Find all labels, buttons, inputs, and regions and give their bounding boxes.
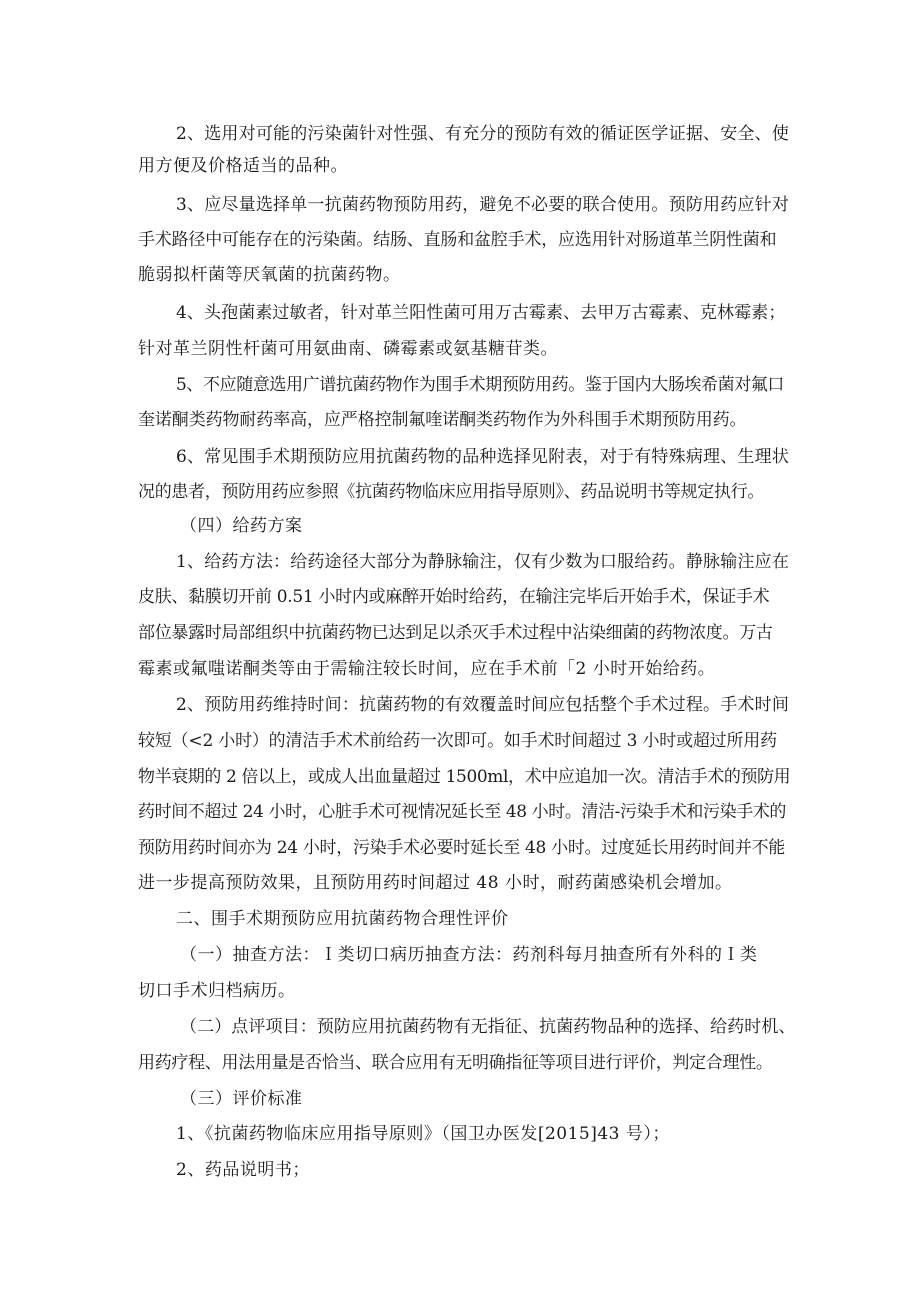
section-heading: （三）评价标准 <box>180 1089 303 1109</box>
text-line: （一）抽查方法：Ｉ类切口病历抽查方法：药剂科每月抽查所有外科的Ｉ类 <box>180 945 758 965</box>
text-line: 3、应尽量选择单一抗菌药物预防用药，避免不必要的联合使用。预防用药应针对 <box>176 195 790 215</box>
text-line: 针对革兰阴性杆菌可用氨曲南、磷霉素或氨基糖苷类。 <box>138 339 558 359</box>
text-line: 1、《抗菌药物临床应用指导原则》（国卫办医发[2015]43 号）； <box>176 1124 670 1144</box>
text-line: 手术路径中可能存在的污染菌。结肠、直肠和盆腔手术，应选用针对肠道革兰阴性菌和 <box>138 230 777 250</box>
text-line: 物半衰期的 2 倍以上，或成人出血量超过 1500ml，术中应追加一次。清洁手术的预防用 <box>138 767 791 787</box>
text-line: 4、头孢菌素过敏者，针对革兰阳性菌可用万古霉素、去甲万古霉素、克林霉素； <box>176 303 786 323</box>
text-line: 药时间不超过 24 小时，心脏手术可视情况延长至 48 小时。清洁-污染手术和污染手术的 <box>138 802 787 822</box>
text-line: 进一步提高预防效果，且预防用药时间超过 48 小时，耐药菌感染机会增加。 <box>138 873 733 893</box>
text-line: 预防用药时间亦为 24 小时，污染手术必要时延长至 48 小时。过度延长用药时间并不能 <box>138 838 785 858</box>
text-line: 切口手术归档病历。 <box>138 981 296 1001</box>
text-line: 皮肤、黏膜切开前 0.51 小时内或麻醉开始时给药，在输注完毕后开始手术，保证手术 <box>138 587 770 607</box>
text-line: 部位暴露时局部组织中抗菌药物已达到足以杀灭手术过程中沾染细菌的药物浓度。万古 <box>138 623 773 643</box>
section-heading: 二、围手术期预防应用抗菌药物合理性评价 <box>176 909 509 929</box>
text-line: 5、不应随意选用广谱抗菌药物作为围手术期预防用药。鉴于国内大肠埃希菌对氟口 <box>176 375 785 395</box>
text-line: 2、药品说明书； <box>176 1160 310 1180</box>
text-line: 用方便及价格适当的品种。 <box>138 156 348 176</box>
text-line: 2、预防用药维持时间：抗菌药物的有效覆盖时间应包括整个手术过程。手术时间 <box>176 695 790 715</box>
text-line: 2、选用对可能的污染菌针对性强、有充分的预防有效的循证医学证据、安全、使 <box>176 124 790 144</box>
text-line: 用药疗程、用法用量是否恰当、联合应用有无明确指征等项目进行评价，判定合理性。 <box>138 1053 773 1073</box>
text-line: 1、给药方法：给药途径大部分为静脉输注，仅有少数为口服给药。静脉输注应在 <box>176 552 790 572</box>
text-line: 脆弱拟杆菌等厌氧菌的抗菌药物。 <box>138 265 401 285</box>
text-line: 6、常见围手术期预防应用抗菌药物的品种选择见附表，对于有特殊病理、生理状 <box>176 447 790 467</box>
text-line: （二）点评项目：预防应用抗菌药物有无指征、抗菌药物品种的选择、给药时机、 <box>180 1017 796 1037</box>
text-line: 较短（<2 小时）的清洁手术术前给药一次即可。如手术时间超过 3 小时或超过所用药 <box>138 731 777 751</box>
text-line: 奎诺酮类药物耐药率高，应严格控制氟喹诺酮类药物作为外科围手术期预防用药。 <box>138 410 747 430</box>
section-heading: （四）给药方案 <box>180 516 303 536</box>
text-line: 霉素或氟嗤诺酮类等由于需输注较长时间，应在手术前「2 小时开始给药。 <box>138 659 716 679</box>
text-line: 况的患者，预防用药应参照《抗菌药物临床应用指导原则》、药品说明书等规定执行。 <box>138 482 765 502</box>
